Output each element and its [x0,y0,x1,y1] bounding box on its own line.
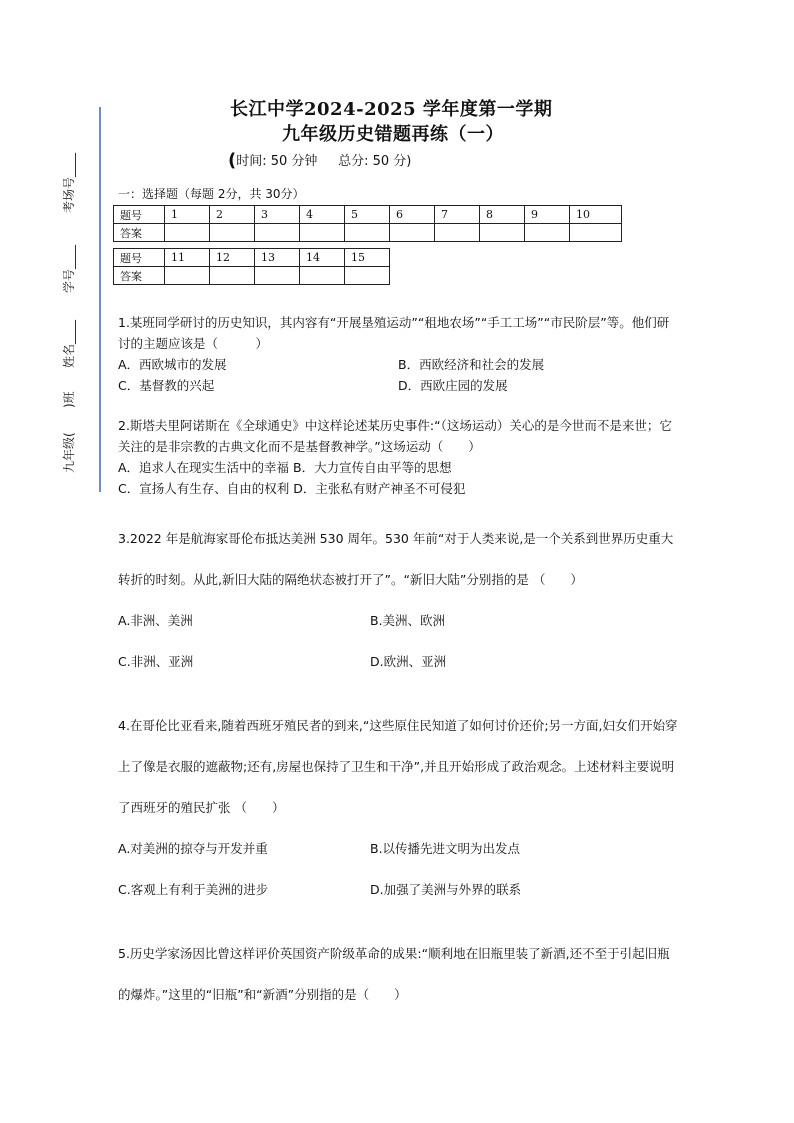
option-b[interactable]: B．西欧经济和社会的发展 [398,357,545,372]
binding-info [62,108,88,493]
answer-cell[interactable] [255,224,300,242]
binding-line [99,107,101,492]
answer-cell[interactable] [210,224,255,242]
answer-cell[interactable] [435,224,480,242]
option-a[interactable]: A.非洲、美洲 [118,613,193,628]
open-paren: ( [228,150,237,171]
question-text: 2.斯塔夫里阿诺斯在《全球通史》中这样论述某历史事件:“（这场运动）关心的是今世而不是来世；它关注的是非宗教的古典文化而不是基督教神学。”这场运动（ ） [118,418,672,454]
class-label: )班 [62,391,76,408]
question-number-cell: 10 [570,206,622,224]
table-row [114,267,390,285]
question-number-label: 题号 [114,249,165,267]
question-number-cell: 12 [210,249,255,267]
option-c[interactable]: C.非洲、亚洲 [118,654,194,669]
option-list [118,600,678,682]
option-d[interactable]: D.欧洲、亚洲 [370,654,447,669]
question-number-cell: 13 [255,249,300,267]
question-number-cell: 14 [300,249,345,267]
answer-cell[interactable] [165,224,210,242]
question-number-cell: 3 [255,206,300,224]
option-b[interactable]: B.以传播先进文明为出发点 [370,841,521,856]
option-c[interactable]: C.客观上有利于美洲的进步 [118,882,269,897]
answer-table-1 [113,205,622,242]
option-list [118,828,678,910]
exam-room-label: 考场号____ [62,152,76,213]
question-5 [118,933,678,1015]
option-a[interactable]: A.对美洲的掠夺与开发并重 [118,841,268,856]
question-number-cell: 2 [210,206,255,224]
close-paren: ) [406,154,412,169]
answer-cell[interactable] [300,267,345,285]
question-number-cell: 1 [165,206,210,224]
answer-table-2 [113,248,390,285]
question-number-cell: 4 [300,206,345,224]
question-number-label: 题号 [114,206,165,224]
answer-cell[interactable] [390,224,435,242]
answer-cell[interactable] [345,224,390,242]
question-text: 3.2022 年是航海家哥伦布抵达美洲 530 周年。530 年前“对于人类来说,是一个关系到世界历史重大转折的时刻。从此,新旧大陆的隔绝状态被打开了”。“新旧大陆”分别指的是 （ ） [118,531,674,587]
question-3 [118,518,678,682]
answer-label: 答案 [114,267,165,285]
question-number-cell: 5 [345,206,390,224]
answer-cell[interactable] [570,224,622,242]
score-label: 总分: 50 分 [338,154,407,169]
question-text: 4.在哥伦比亚看来,随着西班牙殖民者的到来,“这些原住民知道了如何讨价还价;另一方面,妇女们开始穿上了像是衣服的遮蔽物;还有,房屋也保持了卫生和干净”,并且开始形成了政治观念。上述材料主要说明了西班牙的殖民扩张 （ ） [118,718,678,815]
option-b[interactable]: B.美洲、欧洲 [370,613,446,628]
question-number-cell: 9 [525,206,570,224]
answer-cell[interactable] [480,224,525,242]
option-cd[interactable]: C．宣扬人有生存、自由的权利 D．主张私有财产神圣不可侵犯 [118,481,466,496]
name-label: 姓名____ [62,319,76,368]
answer-cell[interactable] [300,224,345,242]
table-row [114,249,390,267]
answer-label: 答案 [114,224,165,242]
question-number-cell: 6 [390,206,435,224]
answer-cell[interactable] [525,224,570,242]
table-row [114,224,622,242]
exam-info [228,150,411,171]
question-number-cell: 7 [435,206,480,224]
page-subtitle: 九年级历史错题再练（一） [282,124,504,145]
option-list [118,354,678,396]
option-a[interactable]: A．西欧城市的发展 [118,357,227,372]
section-heading: 一：选择题（每题 2分，共 30分） [118,187,305,201]
answer-cell[interactable] [255,267,300,285]
question-number-cell: 8 [480,206,525,224]
question-number-cell: 11 [165,249,210,267]
grade-label: 九年级( [62,432,76,473]
option-d[interactable]: D.加强了美洲与外界的联系 [370,882,522,897]
student-number-label: 学号____ [62,244,76,293]
page-title: 长江中学2024-2025 学年度第一学期 [230,99,553,120]
answer-cell[interactable] [345,267,390,285]
option-c[interactable]: C．基督教的兴起 [118,378,215,393]
answer-cell[interactable] [165,267,210,285]
question-text: 1.某班同学研讨的历史知识，其内容有“开展垦殖运动”“租地农场”“手工工场”“市民阶层”等。他们研讨的主题应该是（ ） [118,315,670,351]
question-1 [118,312,678,396]
time-label: 时间: 50 分钟 [236,154,318,169]
table-row [114,206,622,224]
question-4 [118,705,678,910]
option-ab[interactable]: A．追求人在现实生活中的幸福 B．大力宣传自由平等的思想 [118,460,452,475]
question-number-cell: 15 [345,249,390,267]
question-text: 5.历史学家汤因比曾这样评价英国资产阶级革命的成果:“顺利地在旧瓶里装了新酒,还不至于引起旧瓶的爆炸。”这里的“旧瓶”和“新酒”分别指的是（ ） [118,946,670,1002]
question-2 [118,415,678,499]
answer-cell[interactable] [210,267,255,285]
option-d[interactable]: D．西欧庄园的发展 [398,378,508,393]
